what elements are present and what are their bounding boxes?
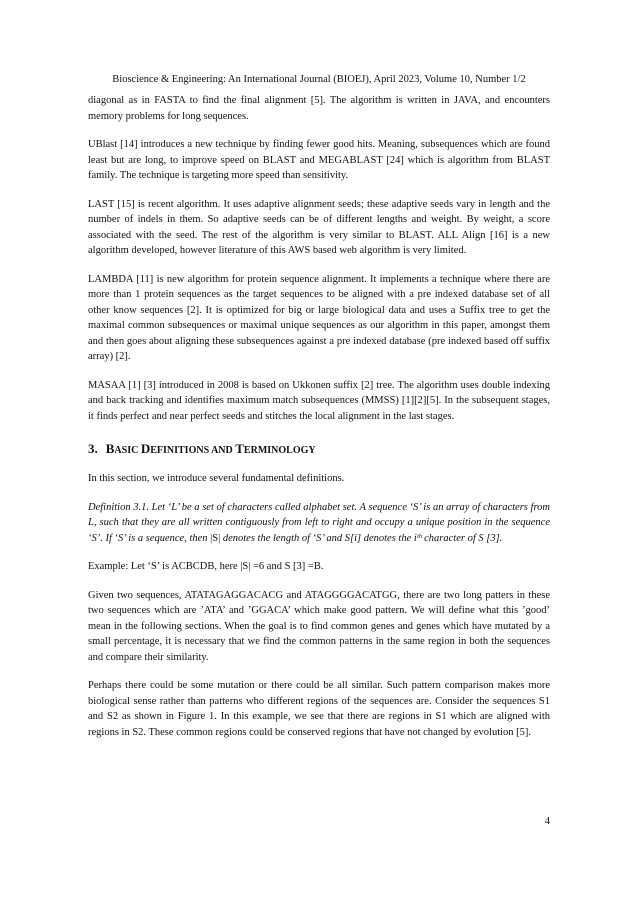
paragraph-mutation: Perhaps there could be some mutation or there could be all similar. Such pattern comparison makes more biological sense rather than patterns who different regions of the sequences are. Consider the sequences S1 and S2 as shown in Figure 1. In this example, we see that there are regions in S1 which are aligned with regions in S2. These common regions could be conserved regions that have not changed by evolution [5].: [88, 680, 550, 738]
paragraph-lambda: LAMBDA [11] is new algorithm for protein sequence alignment. It implements a technique where there are more than 1 protein sequences as the target sequences to be aligned with a pre indexed database set of all other know sequences [2]. It is optimized for big or large biological data and uses a Suffix tree to get the maximal common subsequences or maximal unique sequences as our algorithm in this paper, amongst them and then goes about aligning these subsequences against a pre indexed database (pre indexed based off suffix array) [2].: [88, 273, 550, 362]
paragraph-masaa: MASAA [1] [3] introduced in 2008 is based on Ukkonen suffix [2] tree. The algorithm uses double indexing and back tracking and identifies maximum match subsequences (MMSS) [1][2][5]. In the subsequent stages, it finds perfect and near perfect seeds and stitches the local alignment in the last stages.: [88, 379, 550, 422]
page-number: 4: [544, 816, 550, 827]
definition-3-1: [88, 500, 550, 547]
paragraph-last: LAST [15] is recent algorithm. It uses adaptive alignment seeds; these adaptive seeds vary in length and the number of indels in them. So adaptive seeds can be of different lengths and weight. By weight, a score associated with the seed. The rest of the algorithm is very similar to BLAST. ALL Align [16] is a new algorithm developed, however literature of this AWS based web algorithm is very limited.: [88, 198, 550, 256]
section-number: 3.: [88, 441, 98, 456]
body-text: [88, 93, 550, 753]
example-paragraph: Example: Let ‘S’ is ACBCDB, here |S| =6 and S [3] =B.: [88, 561, 324, 572]
definition-lead: Definition 3.1. Let ‘L’ be a set of characters called alphabet set. A sequence ‘S’ is an array of characters from L, such that they are all written contiguously from left to right and occupy a unique position in the sequence ‘S’. If ‘S’ is a sequence, then: [88, 501, 550, 544]
paragraph-sequences: Given two sequences, ATATAGAGGACACG and ATAGGGGACATGG, there are two long patters in these two sequences which are ’ATA’ and ’GGACA’ which make good pattern. We will define what this ’good’ mean in the following sections. When the goal is to find common genes and genes which have mutated by a small percentage, it is necessary that we find the common patterns in the same region in both the sequences and compare their similarity.: [88, 589, 550, 663]
paragraph-ublast: UBlast [14] introduces a new technique by finding fewer good hits. Meaning, subsequences which are found least but are long, to improve speed on BLAST and MEGABLAST [24] which is algorithm from BLAST family. The technique is targeting more speed than sensitivity.: [88, 139, 550, 181]
paragraph-fasta-continuation: diagonal as in FASTA to find the final alignment [5]. The algorithm is written in JAVA, and encounters memory problems for long sequences.: [88, 95, 550, 122]
definition-tail: denotes the length of ‘S’ and S[i] denotes the iᵗʰ character of S [3].: [220, 532, 503, 544]
section-title: BASIC DEFINITIONS AND TERMINOLOGY: [105, 441, 316, 456]
running-header: Bioscience & Engineering: An International Journal (BIOEJ), April 2023, Volume 10, Number 1/2: [112, 74, 526, 85]
definition-abs: |S|: [210, 532, 221, 544]
section-intro: In this section, we introduce several fundamental definitions.: [88, 473, 345, 484]
section-heading: [88, 440, 550, 460]
